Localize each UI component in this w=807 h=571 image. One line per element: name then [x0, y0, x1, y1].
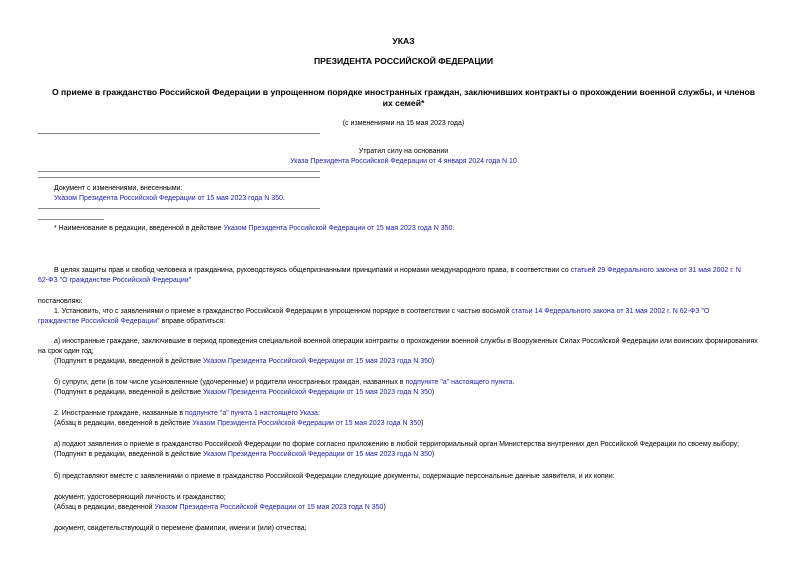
edition-decree-link[interactable]: Указом Президента Российской Федерации от 15 мая 2023 года N 350 [202, 451, 432, 458]
divider [38, 177, 320, 178]
divider [38, 133, 320, 134]
divider [38, 208, 320, 209]
paragraph1a-ref-link[interactable]: подпункте "а" пункта 1 настоящего Указа [185, 410, 318, 417]
footnote-divider [38, 219, 104, 220]
doc-type-heading: УКАЗ [392, 36, 415, 46]
amendments-label: Документ с изменениями, внесенными: [54, 185, 183, 192]
preamble-line1: В целях защиты прав и свобод человека и гражданина, руководствуясь общепризнанными принципами и нормами международного права, в соответствии со статьей 29 Федерального закона от 31 мая 2002 г. N [54, 267, 741, 274]
law-article14-link[interactable]: статьи 14 Федерального закона от 31 мая 2002 г. N 62-ФЗ "О [511, 308, 710, 315]
edition-decree-link[interactable]: Указом Президента Российской Федерации от 15 мая 2023 года N 350 [202, 358, 432, 365]
paragraph-1-line1: 1. Установить, что с заявлениями о приеме в гражданство Российской Федерации в упрощенном порядке в соответствии с частью восьмой статьи 14 Федерального закона от 31 мая 2002 г. N 62-ФЗ "О [54, 308, 710, 315]
edition-decree-link[interactable]: Указом Президента Российской Федерации от 15 мая 2023 года N 350 [202, 389, 432, 396]
paragraph-1-line2: гражданстве Российской Федерации" вправе обратиться: [38, 318, 226, 325]
decree-word: постановляю: [38, 298, 83, 305]
paragraph-2b: б) представляют вместе с заявлениями о приеме в гражданство Российской Федерации следующие документы, содержащие персональные данные заявителя, и их копии: [54, 473, 615, 480]
issuer-heading: ПРЕЗИДЕНТА РОССИЙСКОЙ ФЕДЕРАЦИИ [313, 56, 494, 66]
changes-note: (с изменениями на 15 мая 2023 года) [342, 120, 465, 127]
paragraph-edition-note: (Абзац в редакции, введенной Указом Президента Российской Федерации от 15 мая 2023 года N 350) [54, 504, 386, 511]
edition-note: (Подпункт в редакции, введенной в действие Указом Президента Российской Федерации от 15 мая 2023 года N 350) [54, 451, 435, 458]
paragraph-2: 2. Иностранные граждане, названные в подпункте "а" пункта 1 настоящего Указа: [54, 410, 320, 417]
document-item-1: документ, удостоверяющий личность и гражданство; [54, 494, 226, 501]
law-article14-link-cont[interactable]: гражданстве Российской Федерации" [38, 318, 160, 325]
repeal-decree-link[interactable]: Указа Президента Российской Федерации от 4 января 2024 года N 10 [290, 158, 517, 165]
footnote-decree-link[interactable]: Указом Президента Российской Федерации от 15 мая 2023 года N 350 [223, 225, 453, 232]
edition-note: (Подпункт в редакции, введенной в действие Указом Президента Российской Федерации от 15 мая 2023 года N 350) [54, 389, 435, 396]
amendments-entry: Указом Президента Российской Федерации от 15 мая 2023 года N 350. [54, 195, 285, 202]
law-article29-link[interactable]: статьей 29 Федерального закона от 31 мая 2002 г. N [570, 267, 741, 274]
paragraph-edition-decree-link[interactable]: Указом Президента Российской Федерации от 15 мая 2023 года N 350 [192, 420, 422, 427]
amending-decree-link[interactable]: Указом Президента Российской Федерации от 15 мая 2023 года N 350 [54, 195, 283, 202]
subparagraph-a-ref-link[interactable]: подпункте "а" настоящего пункта [405, 379, 513, 386]
law-article29-link-cont[interactable]: 62-ФЗ "О гражданстве Российской Федерации" [38, 277, 192, 284]
paragraph-2a: а) подают заявления о приеме в гражданство Российской Федерации по форме согласно приложению в любой территориальный орган Министерства внутренних дел Российской Федерации по своему выбору; [54, 441, 740, 448]
edition-note: (Подпункт в редакции, введенной в действие Указом Президента Российской Федерации от 15 мая 2023 года N 350) [54, 358, 435, 365]
preamble-line2 [38, 276, 191, 285]
paragraph-edition-decree-link[interactable]: Указом Президента Российской Федерации от 15 мая 2023 года N 350 [154, 504, 384, 511]
footnote: * Наименование в редакции, введенной в действие Указом Президента Российской Федерации от 15 мая 2023 года N 350. [54, 225, 455, 232]
paragraph-edition-note: (Абзац в редакции, введенной в действие Указом Президента Российской Федерации от 15 мая 2023 года N 350) [54, 420, 424, 427]
doc-title-line2: их семей* [382, 98, 425, 108]
subparagraph-b: б) супруги, дети (в том числе усыновленные (удочеренные) и родители иностранных граждан, названных в подпункте "а" настоящего пункта. [54, 379, 515, 386]
subparagraph-a-line1: а) иностранные граждане, заключившие в период проведения специальной военной операции контракты о прохождении военной службы в Вооруженных Силах Российской Федерации или воинских формированиях [54, 338, 758, 345]
doc-title-line1: О приеме в гражданство Российской Федерации в упрощенном порядке иностранных граждан, заключивших контракты о прохождении военной службы, и членов [51, 87, 756, 97]
subparagraph-a-line2: на срок один год; [38, 348, 94, 355]
divider [38, 171, 320, 172]
status-text: Утратил силу на основании [358, 148, 449, 155]
document-item-2: документ, свидетельствующий о перемене фамилии, имени и (или) отчества; [54, 525, 307, 532]
